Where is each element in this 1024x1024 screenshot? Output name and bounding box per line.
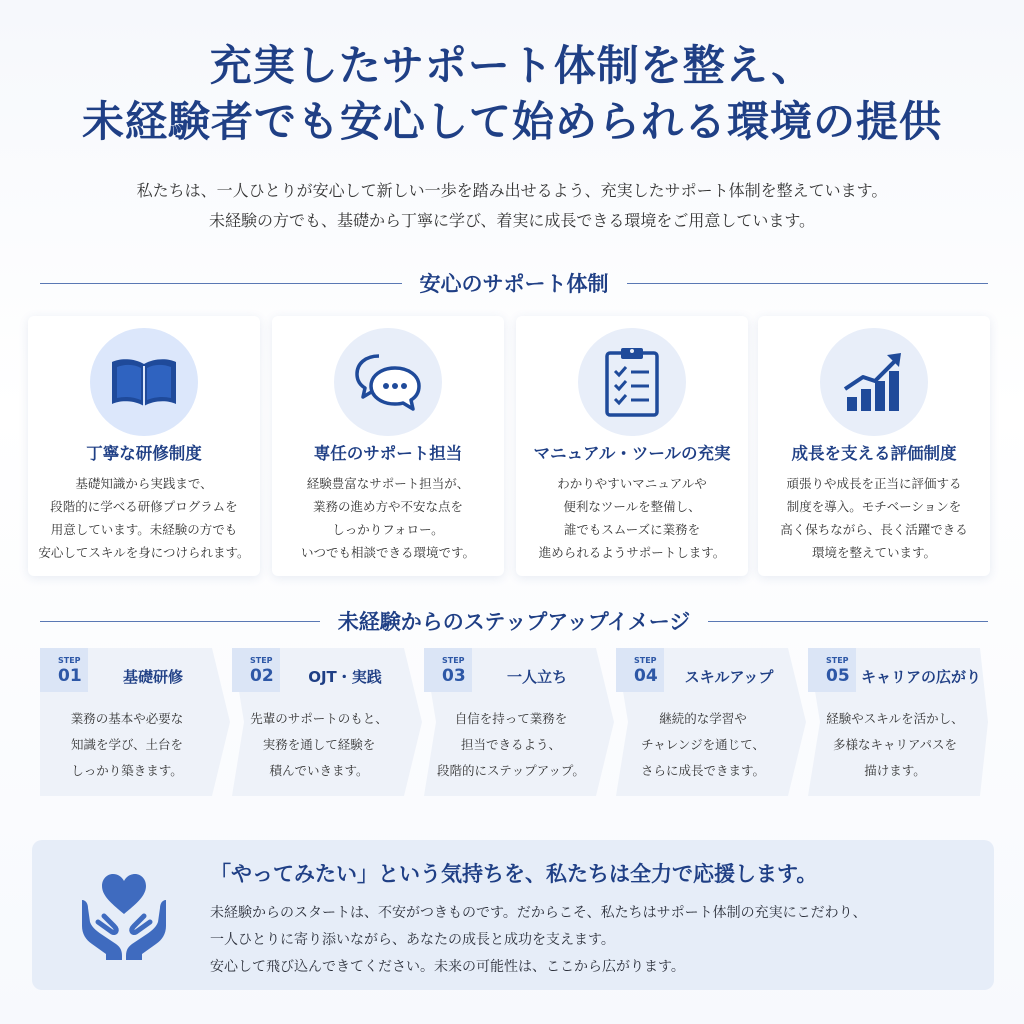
closing-line: 未経験からのスタートは、不安がつきものです。だからこそ、私たちはサポート体制の充実にこだわり、: [210, 905, 867, 921]
card-line: 段階的に学べる研修プログラムを: [50, 499, 238, 514]
step-02: [232, 648, 422, 796]
chat-bubbles-icon: [334, 328, 442, 436]
step-line: 積んでいきます。: [269, 763, 369, 778]
headline-line-1: 充実したサポート体制を整え、: [209, 41, 815, 90]
intro-line-1: 私たちは、一人ひとりが安心して新しい一歩を踏み出せるよう、充実したサポート体制を整えています。: [136, 181, 888, 200]
step-badge: [616, 648, 664, 692]
step-line: さらに成長できます。: [640, 763, 765, 778]
page-headline: [0, 38, 1024, 150]
card-line: しっかりフォロー。: [332, 522, 444, 537]
step-05: [808, 648, 998, 796]
support-card-staff: [272, 316, 504, 576]
support-cards: [28, 316, 988, 576]
step-number: 02: [250, 666, 274, 686]
card-title: 成長を支える評価制度: [791, 444, 957, 463]
clipboard-checklist-icon: [578, 328, 686, 436]
card-title: マニュアル・ツールの充実: [533, 444, 731, 463]
closing-message-box: [32, 840, 994, 990]
step-label: STEP: [442, 656, 465, 665]
step-line: しっかり築きます。: [71, 763, 183, 778]
closing-title: 「やってみたい」という気持ちを、私たちは全力で応援します。: [210, 862, 818, 886]
step-badge: [40, 648, 88, 692]
support-card-training: [28, 316, 260, 576]
step-line: 知識を学び、土台を: [70, 737, 183, 752]
step-04: [616, 648, 806, 796]
step-label: STEP: [634, 656, 657, 665]
support-section-heading: [40, 268, 988, 298]
step-label: STEP: [58, 656, 81, 665]
card-title: 丁寧な研修制度: [86, 444, 202, 463]
card-description: [762, 472, 986, 564]
growth-chart-icon: [820, 328, 928, 436]
step-description: [814, 706, 976, 784]
intro-line-2: 未経験の方でも、基礎から丁寧に学び、着実に成長できる環境をご用意しています。: [208, 211, 816, 230]
step-title: スキルアップ: [684, 668, 774, 686]
card-description: [520, 472, 744, 564]
card-line: いつでも相談できる環境です。: [300, 545, 475, 560]
closing-line: 安心して飛び込んできてください。未来の可能性は、ここから広がります。: [210, 959, 685, 975]
step-description: [622, 706, 784, 784]
step-01: [40, 648, 230, 796]
steps-section-title: 未経験からのステップアップイメージ: [337, 610, 691, 634]
headline-line-2: 未経験者でも安心して始められる環境の提供: [81, 97, 942, 146]
step-line: 継続的な学習や: [659, 711, 747, 726]
step-number: 03: [442, 666, 466, 686]
step-title: 基礎研修: [122, 668, 183, 686]
intro-text: [0, 176, 1024, 236]
card-title: 専任のサポート担当: [313, 444, 463, 463]
step-line: 自信を持って業務を: [454, 711, 568, 726]
divider-right: [708, 621, 988, 622]
support-card-evaluation: [758, 316, 990, 576]
closing-description: [210, 900, 867, 981]
step-badge: [232, 648, 280, 692]
step-description: [46, 706, 208, 784]
book-icon: [90, 328, 198, 436]
card-line: 経験豊富なサポート担当が、: [306, 476, 470, 491]
step-line: 担当できるよう、: [460, 737, 561, 752]
step-line: 段階的にステップアップ。: [437, 763, 585, 778]
divider-left: [40, 621, 320, 622]
step-flow: [40, 648, 990, 796]
step-title: OJT・実践: [308, 668, 382, 686]
card-line: 制度を導入。モチベーションを: [786, 499, 962, 514]
step-line: 多様なキャリアパスを: [832, 737, 957, 752]
card-line: 便利なツールを整備し、: [563, 499, 701, 514]
card-line: 用意しています。未経験の方でも: [50, 522, 238, 537]
step-number: 05: [826, 666, 850, 686]
step-03: [424, 648, 614, 796]
step-badge: [808, 648, 856, 692]
divider-left: [40, 283, 402, 284]
step-title: 一人立ち: [506, 668, 567, 686]
steps-section-heading: [40, 606, 988, 636]
card-line: 基礎知識から実践まで、: [75, 476, 213, 491]
support-section-title: 安心のサポート体制: [419, 272, 609, 296]
heart-hands-icon: [78, 870, 170, 962]
step-number: 04: [634, 666, 658, 686]
step-number: 01: [58, 666, 82, 686]
card-line: 高く保ちながら、長く活躍できる: [780, 522, 968, 537]
closing-line: 一人ひとりに寄り添いながら、あなたの成長と成功を支えます。: [210, 932, 615, 948]
step-title: キャリアの広がり: [860, 668, 981, 686]
step-line: 業務の基本や必要な: [70, 711, 184, 726]
divider-right: [627, 283, 989, 284]
step-line: チャレンジを通じて、: [641, 737, 765, 752]
step-label: STEP: [826, 656, 849, 665]
step-line: 先輩のサポートのもと、: [250, 711, 388, 726]
support-card-manuals: [516, 316, 748, 576]
card-line: 進められるようサポートします。: [538, 545, 726, 560]
step-line: 経験やスキルを活かし、: [826, 711, 964, 726]
step-description: [430, 706, 592, 784]
step-label: STEP: [250, 656, 273, 665]
card-line: 誰でもスムーズに業務を: [563, 522, 701, 537]
card-description: [32, 472, 256, 564]
card-line: わかりやすいマニュアルや: [557, 476, 707, 491]
card-description: [276, 472, 500, 564]
step-line: 実務を通して経験を: [262, 737, 376, 752]
step-badge: [424, 648, 472, 692]
step-description: [238, 706, 400, 784]
card-line: 環境を整えています。: [811, 545, 936, 560]
card-line: 業務の進め方や不安な点を: [312, 499, 463, 514]
card-line: 安心してスキルを身につけられます。: [38, 545, 250, 560]
card-line: 頑張りや成長を正当に評価する: [786, 476, 962, 491]
step-line: 描けます。: [864, 763, 926, 778]
